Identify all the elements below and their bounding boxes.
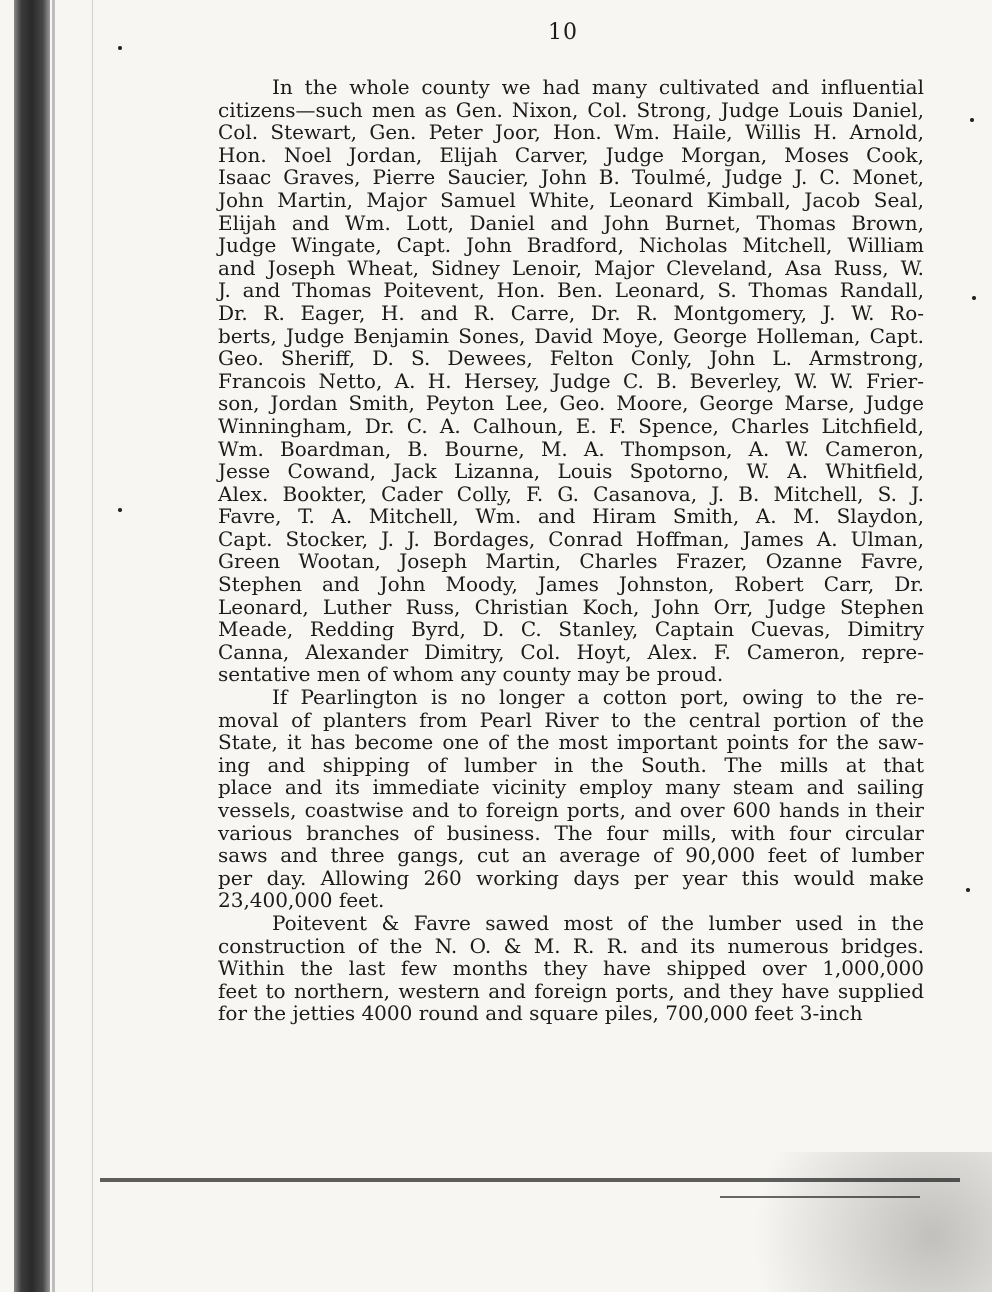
text-line: moval of planters from Pearl River to the central portion of the bbox=[218, 707, 924, 732]
book-binding-shadow bbox=[14, 0, 50, 1292]
text-line: Leonard, Luther Russ, Christian Koch, John Orr, Judge Stephen bbox=[218, 594, 924, 619]
page-fold-line bbox=[92, 0, 93, 1292]
text-line: John Martin, Major Samuel White, Leonard Kimball, Jacob Seal, bbox=[218, 187, 924, 212]
text-line: Hon. Noel Jordan, Elijah Carver, Judge Morgan, Moses Cook, bbox=[218, 142, 924, 167]
text-line: son, Jordan Smith, Peyton Lee, Geo. Moore, George Marse, Judge bbox=[218, 391, 924, 416]
ink-speck bbox=[118, 46, 122, 50]
text-line: Within the last few months they have shipped over 1,000,000 bbox=[218, 956, 924, 981]
text-line: Capt. Stocker, J. J. Bordages, Conrad Hoffman, James A. Ulman, bbox=[218, 526, 924, 551]
text-line: Meade, Redding Byrd, D. C. Stanley, Captain Cuevas, Dimitry bbox=[218, 617, 924, 642]
text-line: sentative men of whom any county may be proud. bbox=[218, 662, 724, 687]
ink-speck bbox=[966, 888, 970, 892]
text-line: Col. Stewart, Gen. Peter Joor, Hon. Wm. Haile, Willis H. Arnold, bbox=[218, 120, 924, 145]
text-line: per day. Allowing 260 working days per year this would make bbox=[218, 865, 924, 890]
text-line: citizens—such men as Gen. Nixon, Col. Strong, Judge Louis Daniel, bbox=[218, 97, 924, 122]
ink-speck bbox=[970, 118, 974, 122]
text-line: Wm. Boardman, B. Bourne, M. A. Thompson, A. W. Cameron, bbox=[218, 436, 924, 461]
text-line: Poitevent & Favre sawed most of the lumber used in the bbox=[272, 910, 924, 935]
text-line: place and its immediate vicinity employ many steam and sailing bbox=[218, 775, 924, 800]
text-line: vessels, coastwise and to foreign ports, and over 600 hands in their bbox=[218, 798, 924, 822]
text-line: ing and shipping of lumber in the South. The mills at that bbox=[218, 752, 924, 777]
text-line: for the jetties 4000 round and square piles, 700,000 feet 3-inch bbox=[218, 1001, 863, 1026]
text-line: 23,400,000 feet. bbox=[218, 888, 385, 913]
text-line: Canna, Alexander Dimitry, Col. Hoyt, Alex. F. Cameron, repre- bbox=[218, 639, 924, 664]
ink-speck bbox=[118, 508, 122, 512]
text-line: In the whole county we had many cultivated and influential bbox=[272, 75, 924, 99]
text-line: Geo. Sheriff, D. S. Dewees, Felton Conly, John L. Armstrong, bbox=[218, 346, 924, 371]
text-line: J. and Thomas Poitevent, Hon. Ben. Leonard, S. Thomas Randall, bbox=[218, 278, 924, 303]
text-line: Favre, T. A. Mitchell, Wm. and Hiram Smith, A. M. Slaydon, bbox=[218, 504, 924, 529]
text-line: feet to northern, western and foreign ports, and they have supplied bbox=[218, 978, 924, 1003]
text-line: various branches of business. The four mills, with four circular bbox=[218, 820, 924, 845]
text-line: construction of the N. O. & M. R. R. and its numerous bridges. bbox=[218, 933, 924, 958]
scan-noise bbox=[692, 1152, 992, 1292]
text-line: Winningham, Dr. C. A. Calhoun, E. F. Spence, Charles Litchfield, bbox=[218, 413, 924, 438]
binding-edge bbox=[52, 0, 55, 1292]
text-line: State, it has become one of the most important points for the saw- bbox=[218, 730, 924, 755]
text-line: Alex. Bookter, Cader Colly, F. G. Casanova, J. B. Mitchell, S. J. bbox=[218, 481, 924, 506]
text-line: Dr. R. Eager, H. and R. Carre, Dr. R. Montgomery, J. W. Ro- bbox=[218, 300, 924, 325]
text-line: Judge Wingate, Capt. John Bradford, Nicholas Mitchell, William bbox=[218, 233, 924, 258]
text-line: Stephen and John Moody, James Johnston, Robert Carr, Dr. bbox=[218, 572, 924, 597]
text-line: Francois Netto, A. H. Hersey, Judge C. B. Beverley, W. W. Frier- bbox=[218, 368, 924, 393]
text-line: and Joseph Wheat, Sidney Lenoir, Major Cleveland, Asa Russ, W. bbox=[218, 255, 924, 280]
page-number: 10 bbox=[548, 20, 578, 45]
paragraph bbox=[218, 686, 924, 912]
paragraph bbox=[218, 912, 924, 1025]
paragraph bbox=[218, 76, 924, 686]
text-line: Jesse Cowand, Jack Lizanna, Louis Spotorno, W. A. Whitfield, bbox=[218, 459, 924, 484]
text-line: Isaac Graves, Pierre Saucier, John B. Toulmé, Judge J. C. Monet, bbox=[218, 165, 924, 190]
text-line: saws and three gangs, cut an average of 90,000 feet of lumber bbox=[218, 843, 924, 868]
text-line: Elijah and Wm. Lott, Daniel and John Burnet, Thomas Brown, bbox=[218, 210, 924, 235]
text-line: Green Wootan, Joseph Martin, Charles Frazer, Ozanne Favre, bbox=[218, 549, 924, 574]
ink-speck bbox=[972, 296, 976, 300]
body-text bbox=[218, 76, 924, 1025]
text-line: berts, Judge Benjamin Sones, David Moye, George Holleman, Capt. bbox=[218, 323, 924, 348]
text-line: If Pearlington is no longer a cotton port, owing to the re- bbox=[272, 685, 924, 710]
